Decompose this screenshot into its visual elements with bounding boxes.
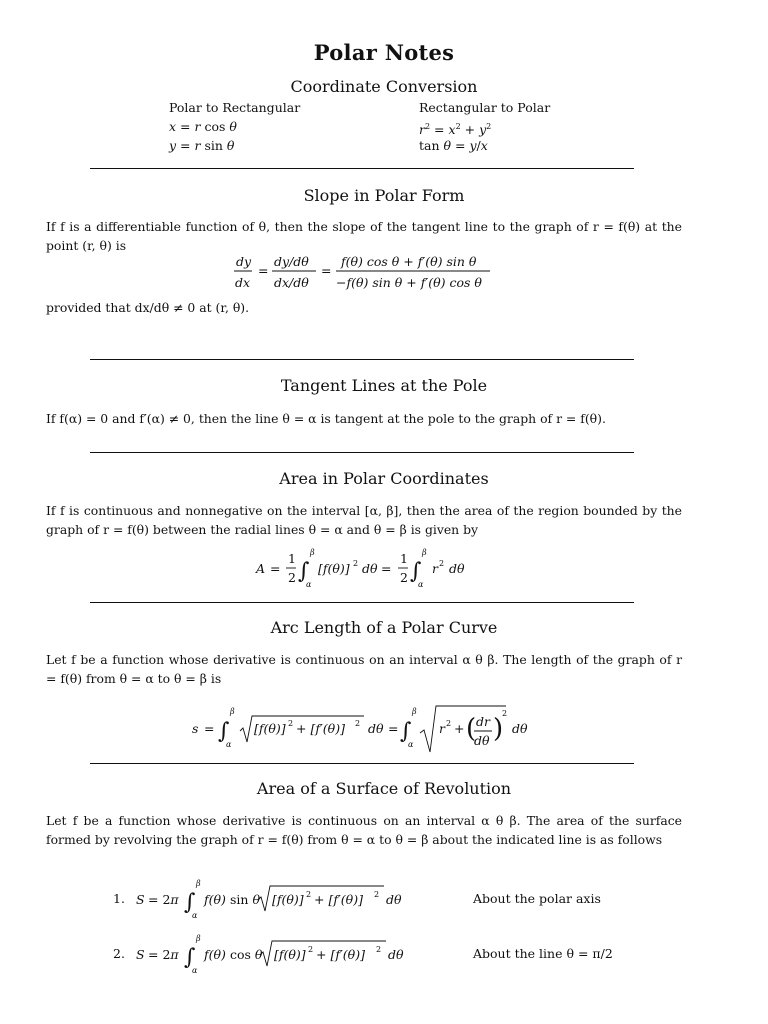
svg-text:sin θ: sin θ (230, 892, 260, 907)
svg-text:+: + (454, 721, 465, 736)
svg-text:s: s (192, 721, 199, 736)
svg-text:S: S (136, 947, 145, 962)
svg-text:β: β (196, 934, 201, 943)
section-heading-area: Area in Polar Coordinates (279, 469, 489, 488)
conversion-right-eq2: tan θ = y/x (419, 138, 488, 153)
section-heading-slope: Slope in Polar Form (303, 186, 465, 205)
svg-text:α: α (192, 966, 198, 975)
svg-text:α: α (408, 740, 414, 749)
svg-text:): ) (493, 714, 504, 744)
section-heading-tangent: Tangent Lines at the Pole (280, 376, 488, 395)
svg-text:2: 2 (353, 559, 359, 568)
svg-text:dx/dθ: dx/dθ (274, 275, 309, 290)
svg-text:=: = (321, 263, 332, 278)
svg-text:α: α (418, 580, 424, 589)
svg-text:β: β (412, 707, 417, 716)
conversion-left-eq1: x = r cos θ (169, 119, 237, 134)
svg-text:β: β (196, 879, 201, 888)
svg-text:2: 2 (374, 890, 380, 899)
surface-item1-label: About the polar axis (473, 891, 601, 906)
conversion-left-title: Polar to Rectangular (169, 100, 301, 115)
svg-text:dy/dθ: dy/dθ (274, 254, 309, 269)
slope-formula (228, 250, 528, 294)
svg-text:α: α (306, 580, 312, 589)
svg-text:+ [f′(θ)]: + [f′(θ)] (316, 947, 365, 962)
svg-text:[f(θ)]: [f(θ)] (318, 561, 350, 576)
svg-text:β: β (422, 548, 427, 557)
svg-text:2: 2 (306, 890, 312, 899)
slope-note: provided that dx/dθ ≠ 0 at (r, θ). (46, 300, 250, 315)
svg-text:r: r (439, 721, 445, 736)
svg-text:f(θ): f(θ) (204, 947, 226, 962)
svg-text:=: = (258, 263, 269, 278)
svg-text:β: β (310, 548, 315, 557)
surface-text: Let f be a function whose derivative is continuous on an interval α θ β. The area of the surface formed by revolving the graph of r = f(θ) from θ = α to θ = β about the indicated line is as follows (46, 813, 682, 847)
divider (90, 763, 634, 764)
page-title: Polar Notes (313, 40, 455, 65)
arc-formula (188, 700, 548, 756)
svg-text:2: 2 (288, 570, 296, 585)
section-heading-arc: Arc Length of a Polar Curve (270, 618, 498, 637)
svg-text:dθ: dθ (512, 721, 528, 736)
area-text: If f is continuous and nonnegative on the interval [α, β], then the area of the region bounded by the graph of r = f(θ) between the radial lines θ = α and θ = β is given by (46, 503, 682, 537)
svg-text:∫: ∫ (184, 890, 196, 915)
svg-text:= 2π: = 2π (148, 947, 179, 962)
surface-item1-formula (134, 875, 414, 923)
svg-text:β: β (230, 707, 235, 716)
svg-text:α: α (226, 740, 232, 749)
svg-text:cos θ: cos θ (230, 947, 263, 962)
surface-item2-number: 2. (113, 946, 125, 961)
divider (90, 452, 634, 453)
svg-text:r: r (432, 561, 438, 576)
divider (90, 168, 634, 169)
conversion-right-eq1: $r^2 = x^2 + y^2$ (419, 122, 492, 138)
svg-text:[f(θ)]: [f(θ)] (272, 892, 304, 907)
svg-text:dθ: dθ (386, 892, 402, 907)
svg-text:dθ: dθ (368, 721, 384, 736)
svg-text:=: = (388, 721, 399, 736)
surface-item2-formula (134, 930, 414, 978)
svg-text:∫: ∫ (218, 719, 230, 744)
svg-text:2: 2 (502, 709, 508, 718)
svg-text:2: 2 (376, 945, 382, 954)
svg-text:(: ( (466, 714, 477, 744)
svg-text:dr: dr (476, 714, 490, 729)
svg-text:dθ: dθ (362, 561, 378, 576)
surface-item2-label: About the line θ = π/2 (473, 946, 613, 961)
area-formula (250, 545, 480, 591)
svg-text:∫: ∫ (184, 945, 196, 970)
svg-text:∫: ∫ (298, 559, 310, 584)
svg-text:∫: ∫ (410, 559, 422, 584)
svg-text:−f(θ) sin θ + f′(θ) cos θ: −f(θ) sin θ + f′(θ) cos θ (336, 275, 482, 290)
svg-text:dθ: dθ (388, 947, 404, 962)
divider (90, 359, 634, 360)
svg-text:=: = (204, 721, 215, 736)
section-heading-surface: Area of a Surface of Revolution (256, 779, 512, 798)
svg-text:∫: ∫ (400, 719, 412, 744)
svg-text:= 2π: = 2π (148, 892, 179, 907)
svg-text:f(θ) cos θ + f′(θ) sin θ: f(θ) cos θ + f′(θ) sin θ (341, 254, 477, 269)
divider (90, 602, 634, 603)
svg-text:S: S (136, 892, 145, 907)
svg-text:[f(θ)]: [f(θ)] (254, 721, 286, 736)
svg-text:dy: dy (236, 254, 252, 269)
surface-item1-number: 1. (113, 891, 125, 906)
arc-text: Let f be a function whose derivative is continuous on an interval α θ β. The length of the graph of r = f(θ) from θ = α to θ = β is (46, 652, 682, 686)
svg-text:2: 2 (355, 719, 361, 728)
svg-text:f(θ): f(θ) (204, 892, 226, 907)
section-heading-conversion: Coordinate Conversion (290, 77, 478, 96)
svg-text:=: = (381, 561, 392, 576)
svg-text:α: α (192, 911, 198, 920)
svg-text:2: 2 (439, 559, 445, 568)
svg-text:[f(θ)]: [f(θ)] (274, 947, 306, 962)
slope-text: If f is a differentiable function of θ, then the slope of the tangent line to the graph of r = f(θ) at the point (r, θ) is (46, 219, 682, 253)
tangent-text: If f(α) = 0 and f′(α) ≠ 0, then the line θ = α is tangent at the pole to the graph of r = f(θ). (46, 411, 606, 426)
svg-text:2: 2 (288, 719, 294, 728)
conversion-left-eq2: y = r sin θ (169, 138, 235, 153)
svg-text:2: 2 (446, 719, 452, 728)
svg-text:2: 2 (400, 570, 408, 585)
svg-text:1: 1 (400, 551, 408, 566)
svg-text:+ [f′(θ)]: + [f′(θ)] (296, 721, 345, 736)
svg-text:dθ: dθ (474, 733, 490, 748)
svg-text:A: A (256, 561, 266, 576)
svg-text:dθ: dθ (449, 561, 465, 576)
svg-text:dx: dx (235, 275, 251, 290)
svg-text:=: = (270, 561, 281, 576)
svg-text:2: 2 (308, 945, 314, 954)
svg-text:1: 1 (288, 551, 296, 566)
conversion-right-title: Rectangular to Polar (419, 100, 551, 115)
svg-text:+ [f′(θ)]: + [f′(θ)] (314, 892, 363, 907)
